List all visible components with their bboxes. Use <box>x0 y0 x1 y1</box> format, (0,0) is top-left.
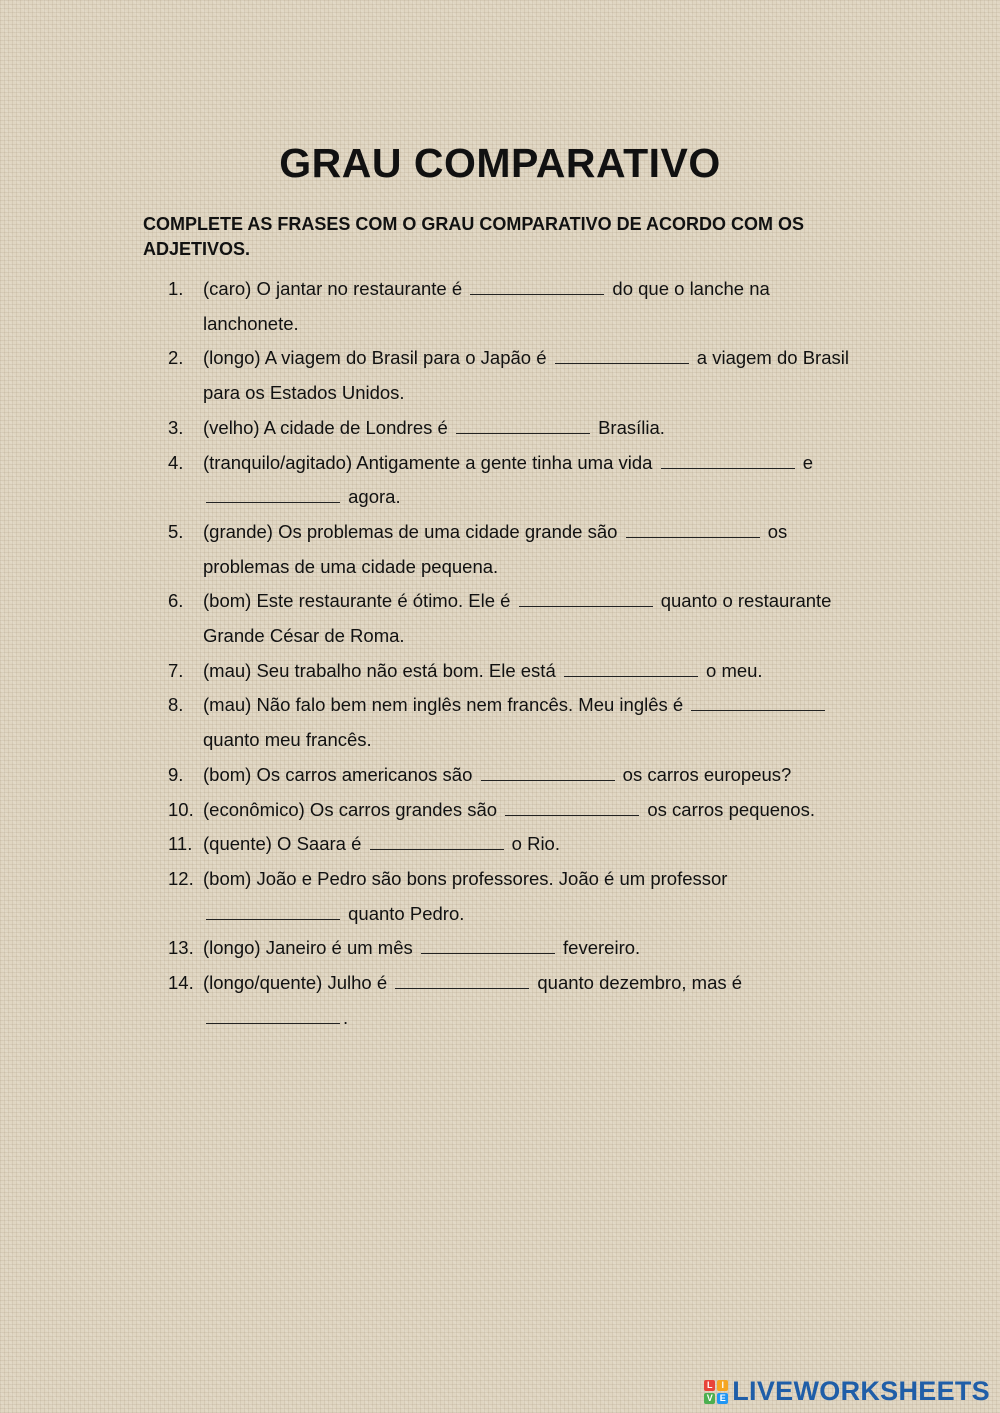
exercise-number: 2. <box>168 347 184 369</box>
exercise-text-segment: (quente) O Saara é <box>203 833 362 855</box>
exercise-number: 3. <box>168 416 184 438</box>
exercise-number: 5. <box>168 520 184 542</box>
exercise-item <box>168 341 868 410</box>
brand-icon-letter: I <box>717 1380 728 1391</box>
answer-blank[interactable] <box>564 659 698 677</box>
exercise-text <box>203 272 868 341</box>
exercise-item <box>168 584 868 653</box>
exercise-text <box>203 341 868 410</box>
exercise-text-segment: (econômico) Os carros grandes são <box>203 798 498 820</box>
exercise-item <box>168 931 868 966</box>
answer-blank[interactable] <box>691 693 825 711</box>
exercise-text-segment: Brasília. <box>598 416 665 438</box>
exercise-text <box>203 584 868 653</box>
exercise-text-segment: (tranquilo/agitado) Antigamente a gente tinha uma vida <box>203 451 653 473</box>
exercise-text <box>203 966 868 1035</box>
exercise-number: 4. <box>168 451 184 473</box>
exercise-text-segment: (velho) A cidade de Londres é <box>203 416 448 438</box>
exercise-text-segment: e <box>802 451 814 473</box>
exercise-item <box>168 411 868 446</box>
exercise-text-segment: (mau) Seu trabalho não está bom. Ele está <box>203 659 556 681</box>
answer-blank[interactable] <box>505 798 639 816</box>
exercise-text-segment: . <box>343 1006 349 1028</box>
exercise-text <box>203 411 868 446</box>
liveworksheets-icon <box>704 1380 728 1404</box>
exercise-number: 7. <box>168 659 184 681</box>
exercise-text-segment: (caro) O jantar no restaurante é <box>203 278 463 299</box>
exercise-text <box>203 446 868 515</box>
exercise-number: 9. <box>168 763 184 785</box>
exercise-item <box>168 862 868 931</box>
exercise-text-segment: os carros europeus? <box>622 763 792 785</box>
exercise-number: 13. <box>168 937 194 959</box>
answer-blank[interactable] <box>456 416 590 434</box>
exercise-item <box>168 793 868 828</box>
exercise-text-segment: (longo) Janeiro é um mês <box>203 937 413 959</box>
exercise-text <box>203 931 868 966</box>
exercise-number: 1. <box>168 278 184 299</box>
exercise-text-segment: agora. <box>348 486 401 508</box>
exercise-item <box>168 515 868 584</box>
exercise-text <box>203 793 868 828</box>
answer-blank[interactable] <box>370 832 504 850</box>
exercise-text <box>203 758 868 793</box>
exercise-text-segment: (bom) Os carros americanos são <box>203 763 473 785</box>
exercise-text-segment: o Rio. <box>511 833 560 855</box>
exercise-text-segment: (bom) João e Pedro são bons professores. João é um professor <box>203 867 728 889</box>
exercise-number: 11. <box>168 833 193 855</box>
exercise-text-segment: (bom) Este restaurante é ótimo. Ele é <box>203 590 511 612</box>
instructions: COMPLETE AS FRASES COM O GRAU COMPARATIVO DE ACORDO COM OS ADJETIVOS. <box>143 214 805 259</box>
answer-blank[interactable] <box>206 485 340 503</box>
brand-icon-letter: V <box>704 1393 715 1404</box>
exercise-text-segment: (mau) Não falo bem nem inglês nem francês. Meu inglês é <box>203 694 684 716</box>
answer-blank[interactable] <box>395 971 529 989</box>
exercise-list <box>168 272 868 1035</box>
exercise-item <box>168 827 868 862</box>
liveworksheets-logo <box>704 1376 990 1407</box>
answer-blank[interactable] <box>519 589 653 607</box>
exercise-text-segment: (longo) A viagem do Brasil para o Japão é <box>203 347 547 369</box>
brand-icon-letter: L <box>704 1380 715 1391</box>
exercise-item <box>168 272 868 341</box>
exercise-text-segment: o meu. <box>706 659 763 681</box>
answer-blank[interactable] <box>421 936 555 954</box>
answer-blank[interactable] <box>481 763 615 781</box>
exercise-number: 6. <box>168 590 184 612</box>
exercise-text-segment: quanto meu francês. <box>203 729 372 751</box>
exercise-text-segment: os carros pequenos. <box>647 798 815 820</box>
answer-blank[interactable] <box>555 346 689 364</box>
exercise-number: 8. <box>168 694 184 716</box>
exercise-text-segment: (longo/quente) Julho é <box>203 972 388 994</box>
exercise-text <box>203 654 868 689</box>
exercise-item <box>168 966 868 1035</box>
exercise-text-segment: os problemas de uma cidade pequena. <box>203 520 788 577</box>
exercise-text-segment: quanto Pedro. <box>348 902 465 924</box>
answer-blank[interactable] <box>206 1006 340 1024</box>
exercise-text <box>203 515 868 584</box>
exercise-item <box>168 688 868 757</box>
exercise-text <box>203 827 868 862</box>
answer-blank[interactable] <box>626 520 760 538</box>
exercise-number: 10. <box>168 798 194 820</box>
exercise-text-segment: quanto o restaurante Grande César de Roma. <box>203 590 832 647</box>
exercise-item <box>168 654 868 689</box>
brand-icon-letter: E <box>717 1393 728 1404</box>
page-title: GRAU COMPARATIVO <box>279 140 721 186</box>
answer-blank[interactable] <box>470 277 604 295</box>
exercise-item <box>168 758 868 793</box>
exercise-text <box>203 688 868 757</box>
exercise-text-segment: do que o lanche na lanchonete. <box>203 278 770 334</box>
answer-blank[interactable] <box>206 902 340 920</box>
exercise-number: 12. <box>168 867 194 889</box>
exercise-item <box>168 446 868 515</box>
exercise-text-segment: a viagem do Brasil para os Estados Unidos. <box>203 347 849 404</box>
exercise-text-segment: (grande) Os problemas de uma cidade grande são <box>203 520 618 542</box>
exercise-number: 14. <box>168 972 194 994</box>
exercise-text-segment: fevereiro. <box>563 937 641 959</box>
exercise-text-segment: quanto dezembro, mas é <box>537 972 743 994</box>
exercise-text <box>203 862 868 931</box>
brand-text: LIVEWORKSHEETS <box>732 1376 990 1406</box>
answer-blank[interactable] <box>661 451 795 469</box>
